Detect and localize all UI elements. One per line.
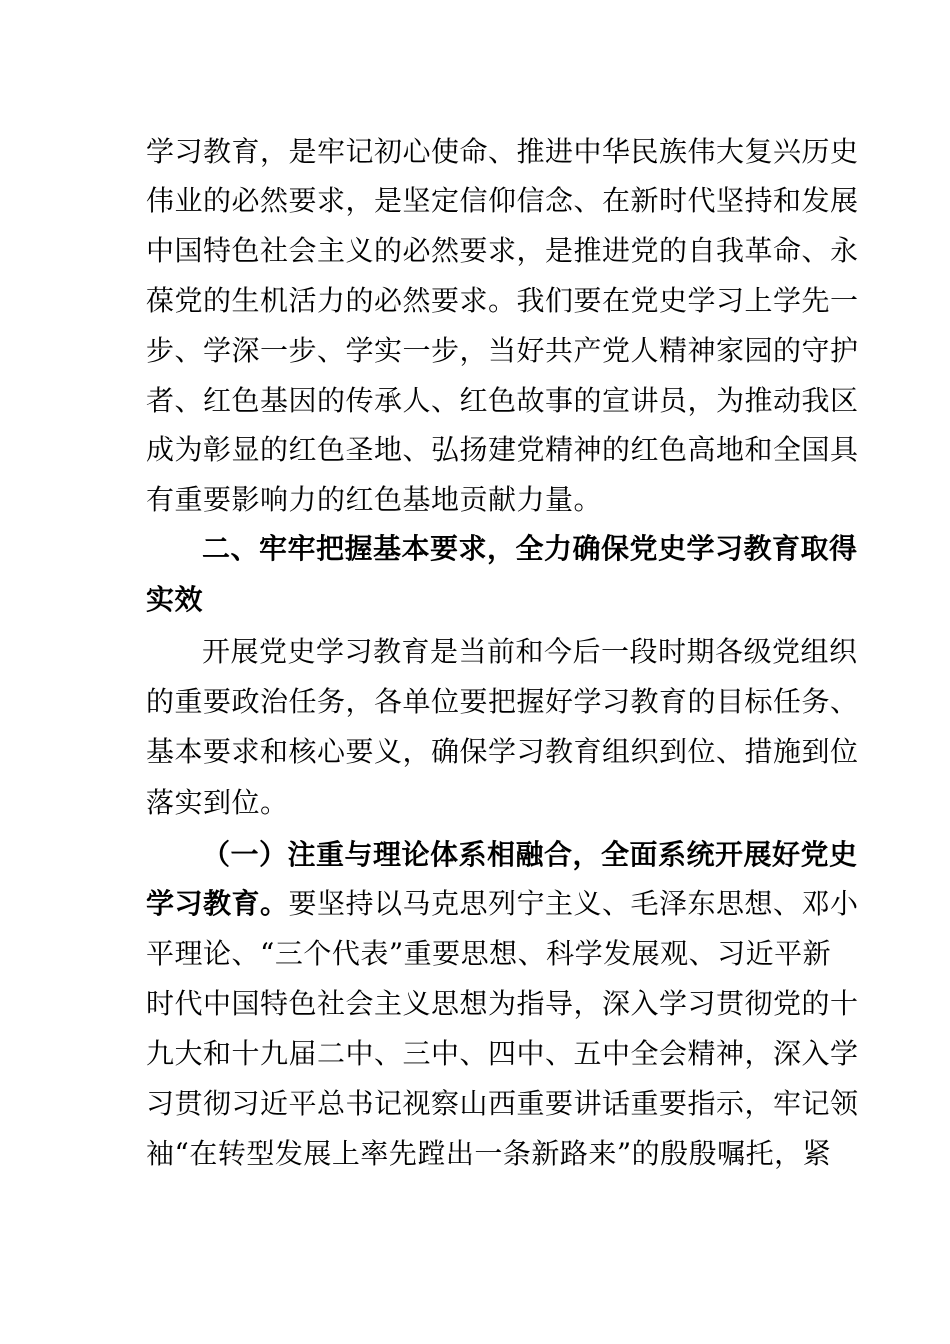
paragraph-line: 学习教育，是牢记初心使命、推进中华民族伟大复兴历史	[146, 135, 859, 168]
subheading-continuation: 学习教育。	[146, 887, 289, 920]
subheading: （一）注重与理论体系相融合，全面系统开展好党史	[202, 838, 858, 871]
paragraph-line: 习贯彻习近平总书记视察山西重要讲话重要指示，牢记领	[146, 1087, 859, 1120]
paragraph-line: 步、学深一步、学实一步，当好共产党人精神家园的守护	[146, 334, 859, 367]
paragraph-line	[146, 886, 859, 922]
paragraph-line: 落实到位。	[146, 786, 289, 819]
paragraph-line: 有重要影响力的红色基地贡献力量。	[146, 483, 603, 516]
paragraph-line: 九大和十九届二中、三中、四中、五中全会精神，深入学	[146, 1037, 859, 1070]
paragraph-line: 伟业的必然要求，是坚定信仰信念、在新时代坚持和发展	[146, 184, 859, 217]
paragraph-line: 基本要求和核心要义，确保学习教育组织到位、措施到位	[146, 735, 859, 768]
paragraph-text: 要坚持以马克思列宁主义、毛泽东思想、邓小	[288, 887, 859, 920]
paragraph-line: 成为彰显的红色圣地、弘扬建党精神的红色高地和全国具	[146, 433, 859, 466]
section-heading: 实效	[146, 583, 204, 616]
paragraph-line: 中国特色社会主义的必然要求，是推进党的自我革命、永	[146, 234, 859, 267]
paragraph-line: 平理论、“三个代表”重要思想、科学发展观、习近平新	[146, 937, 832, 970]
paragraph-line: 袖“在转型发展上率先蹚出一条新路来”的殷殷嘱托，紧	[146, 1137, 832, 1170]
paragraph-line: 时代中国特色社会主义思想为指导，深入学习贯彻党的十	[146, 987, 859, 1020]
paragraph-line: 者、红色基因的传承人、红色故事的宣讲员，为推动我区	[146, 384, 859, 417]
section-heading: 二、牢牢把握基本要求，全力确保党史学习教育取得	[202, 532, 858, 565]
paragraph-line: 的重要政治任务，各单位要把握好学习教育的目标任务、	[146, 685, 859, 718]
paragraph-line: 开展党史学习教育是当前和今后一段时期各级党组织	[202, 635, 858, 668]
paragraph-line: 葆党的生机活力的必然要求。我们要在党史学习上学先一	[146, 284, 859, 317]
